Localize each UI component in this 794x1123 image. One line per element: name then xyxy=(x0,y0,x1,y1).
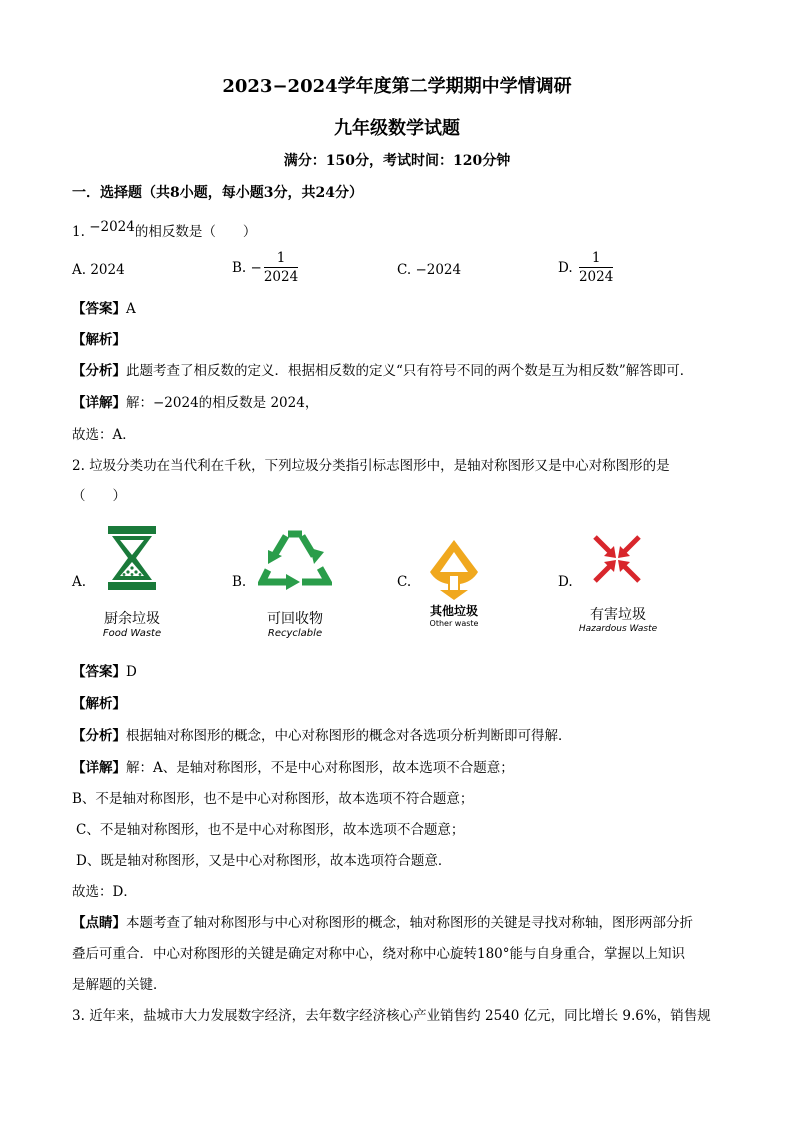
q1-answer: 【答案】A xyxy=(72,301,136,317)
other-waste-icon xyxy=(426,538,482,602)
exam-info: 满分：150分，考试时间：120分钟 xyxy=(283,153,511,169)
q2-fenxi: 【分析】根据轴对称图形的概念，中心对称图形的概念对各选项分析判断即可得解． xyxy=(72,728,572,744)
q2-option-b-letter: B. xyxy=(232,574,247,590)
q2-stem-line2: （ ） xyxy=(72,488,126,504)
q2-answer: 【答案】D xyxy=(72,664,137,680)
q2-option-c-caption: 其他垃圾 Other waste xyxy=(429,604,479,628)
section-heading: 一．选择题（共8小题，每小题3分，共24分） xyxy=(72,185,363,201)
q2-option-d-figure xyxy=(592,534,642,588)
q1-number: 1. xyxy=(72,224,85,240)
q1-stem-text: 的相反数是（ ） xyxy=(134,224,257,240)
q2-option-a-figure xyxy=(104,524,160,596)
hazardous-waste-icon xyxy=(592,534,642,584)
q2-conclusion: 故选：D． xyxy=(72,884,137,900)
food-waste-icon xyxy=(104,524,160,592)
q1-conclusion: 故选：A． xyxy=(72,427,136,443)
q2-dianjing-1: 【点睛】本题考查了轴对称图形与中心对称图形的概念，轴对称图形的关键是寻找对称轴，图形两部分折 xyxy=(72,915,693,931)
q2-dianjing-3: 是解题的关键． xyxy=(72,977,167,993)
q2-option-a-caption: 厨余垃圾 Food Waste xyxy=(102,611,162,639)
q2-option-c-figure xyxy=(426,538,482,606)
q3-stem: 3. 近年来，盐城市大力发展数字经济，去年数字经济核心产业销售约 2540 亿元，同比增长 9.6%，销售规 xyxy=(72,1008,711,1024)
q1-option-c: C. −2024 xyxy=(397,262,462,278)
q1-option-b: B. − $\frac{1}{2024}$ xyxy=(232,250,299,285)
exam-title: 2023−2024学年度第二学期期中学情调研 xyxy=(222,76,572,97)
q1-option-a: A. 2024 xyxy=(72,262,125,278)
q2-option-c-letter: C. xyxy=(397,574,412,590)
q2-option-d-letter: D. xyxy=(558,574,573,590)
q2-option-b-caption: 可回收物 Recyclable xyxy=(267,611,323,639)
q1-analysis-tag: 【解析】 xyxy=(72,332,126,348)
q2-option-b-figure xyxy=(258,526,332,596)
q2-option-a-letter: A. xyxy=(72,574,87,590)
q2-line-d: D、既是轴对称图形，又是中心对称图形，故本选项符合题意． xyxy=(76,853,452,869)
q1-xiangjie: 【详解】解：−2024的相反数是 2024， xyxy=(72,395,319,411)
q1-expression: −2024 xyxy=(89,219,135,235)
q2-analysis-tag: 【解析】 xyxy=(72,696,126,712)
q2-option-d-caption: 有害垃圾 Hazardous Waste xyxy=(578,607,658,634)
q1-option-d-fraction: $\frac{1}{2024}$ xyxy=(578,250,614,285)
q1-option-b-fraction: $\frac{1}{2024}$ xyxy=(263,250,299,285)
q1-fenxi: 【分析】此题考查了相反数的定义．根据相反数的定义“只有符号不同的两个数是互为相反数”解答即可． xyxy=(72,363,694,379)
recycle-icon xyxy=(258,526,332,592)
q2-stem-line1: 2. 垃圾分类功在当代利在千秋，下列垃圾分类指引标志图形中，是轴对称图形又是中心对称图形的是 xyxy=(72,458,670,474)
q1-stem xyxy=(72,220,256,240)
q2-line-c: C、不是轴对称图形，也不是中心对称图形，故本选项不合题意； xyxy=(76,822,465,838)
q2-line-b: B、不是轴对称图形，也不是中心对称图形，故本选项不符合题意； xyxy=(72,791,474,807)
q2-xiangjie: 【详解】解：A、是轴对称图形，不是中心对称图形，故本选项不合题意； xyxy=(72,760,514,776)
exam-subtitle: 九年级数学试题 xyxy=(334,118,460,139)
q2-dianjing-2: 叠后可重合．中心对称图形的关键是确定对称中心，绕对称中心旋转180°能与自身重合，掌握以上知识 xyxy=(72,946,686,962)
q1-option-d: D. $\frac{1}{2024}$ xyxy=(558,250,614,285)
